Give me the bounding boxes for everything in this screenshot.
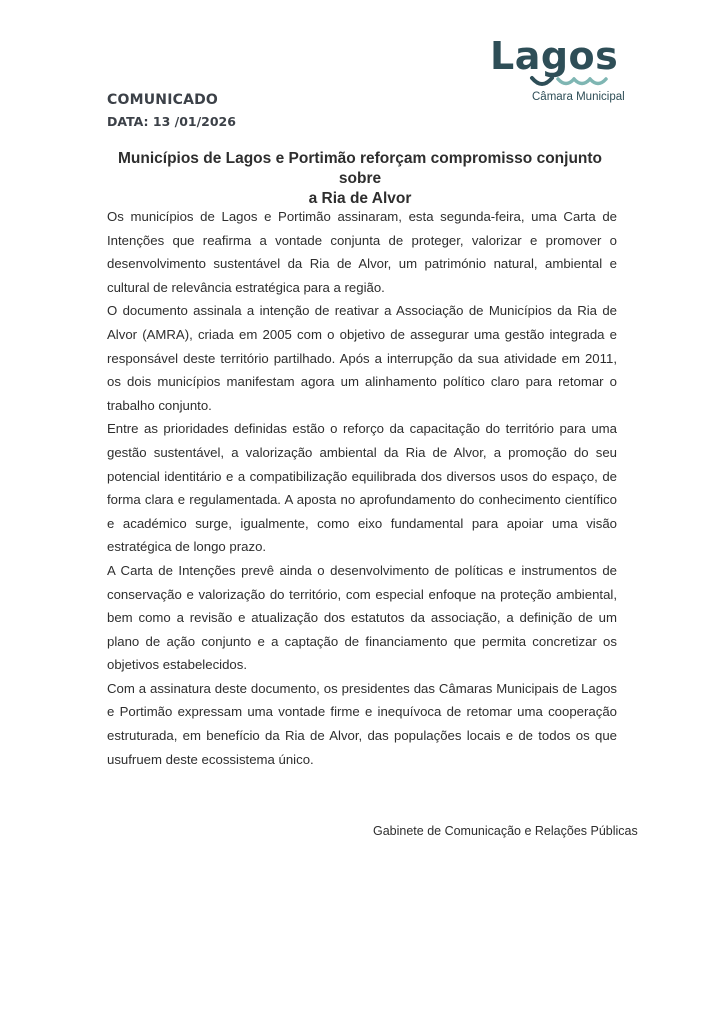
wave-2 bbox=[574, 79, 590, 84]
logo-subtitle: Câmara Municipal bbox=[532, 91, 625, 103]
document-date: DATA: 13 /01/2026 bbox=[107, 114, 236, 129]
paragraph: O documento assinala a intenção de reativar a Associação de Municípios da Ria de Alvor (AMRA), criada em 2005 com o objetivo de assegurar uma gestão integrada e responsável deste território partilhado. Após a interrupção da sua atividade em 2011, os dois municípios manifestam agora um alinhamento político claro para retomar o trabalho conjunto. bbox=[107, 303, 617, 413]
document-title bbox=[100, 149, 620, 209]
logo-wordmark: Lagos bbox=[490, 34, 619, 78]
signature: Gabinete de Comunicação e Relações Públicas bbox=[373, 824, 638, 838]
wave-3 bbox=[590, 79, 606, 84]
wave-icon bbox=[526, 74, 626, 90]
paragraph: A Carta de Intenções prevê ainda o desenvolvimento de políticas e instrumentos de conservação e valorização do território, com especial enfoque na proteção ambiental, bem como a revisão e atualização dos estatutos da associação, a definição de um plano de ação conjunto e a captação de financiamento que permita concretizar os objetivos estabelecidos. bbox=[107, 562, 617, 673]
document-type-label: COMUNICADO bbox=[107, 92, 219, 108]
document-body bbox=[107, 205, 617, 771]
lagos-logo bbox=[490, 36, 630, 108]
wave-1 bbox=[558, 79, 574, 84]
paragraph: Entre as prioridades definidas estão o reforço da capacitação do território para uma gestão sustentável, a valorização ambiental da Ria de Alvor, a promoção do seu potencial identitário e a compatibilização equilibrada dos diversos usos do espaço, de forma clara e regulamentada. A aposta no aprofundamento do conhecimento científico e académico surge, igualmente, como eixo fundamental para apoiar uma visão estratégica de longo prazo. bbox=[107, 421, 617, 555]
paragraph: Com a assinatura deste documento, os presidentes das Câmaras Municipais de Lagos e Portimão expressam uma vontade firme e inequívoca de retomar uma cooperação estruturada, em benefício da Ria de Alvor, das populações locais e de todos os que usufruem deste ecossistema único. bbox=[107, 680, 617, 767]
paragraph: Os municípios de Lagos e Portimão assinaram, esta segunda-feira, uma Carta de Intenções que reafirma a vontade conjunta de proteger, valorizar e promover o desenvolvimento sustentável da Ria de Alvor, um património natural, ambiental e cultural de relevância estratégica para a região. bbox=[107, 209, 617, 295]
title-line-1: Municípios de Lagos e Portimão reforçam compromisso conjunto sobre bbox=[117, 150, 603, 187]
wave-smile bbox=[532, 78, 552, 84]
title-line-2: a Ria de Alvor bbox=[308, 190, 412, 207]
